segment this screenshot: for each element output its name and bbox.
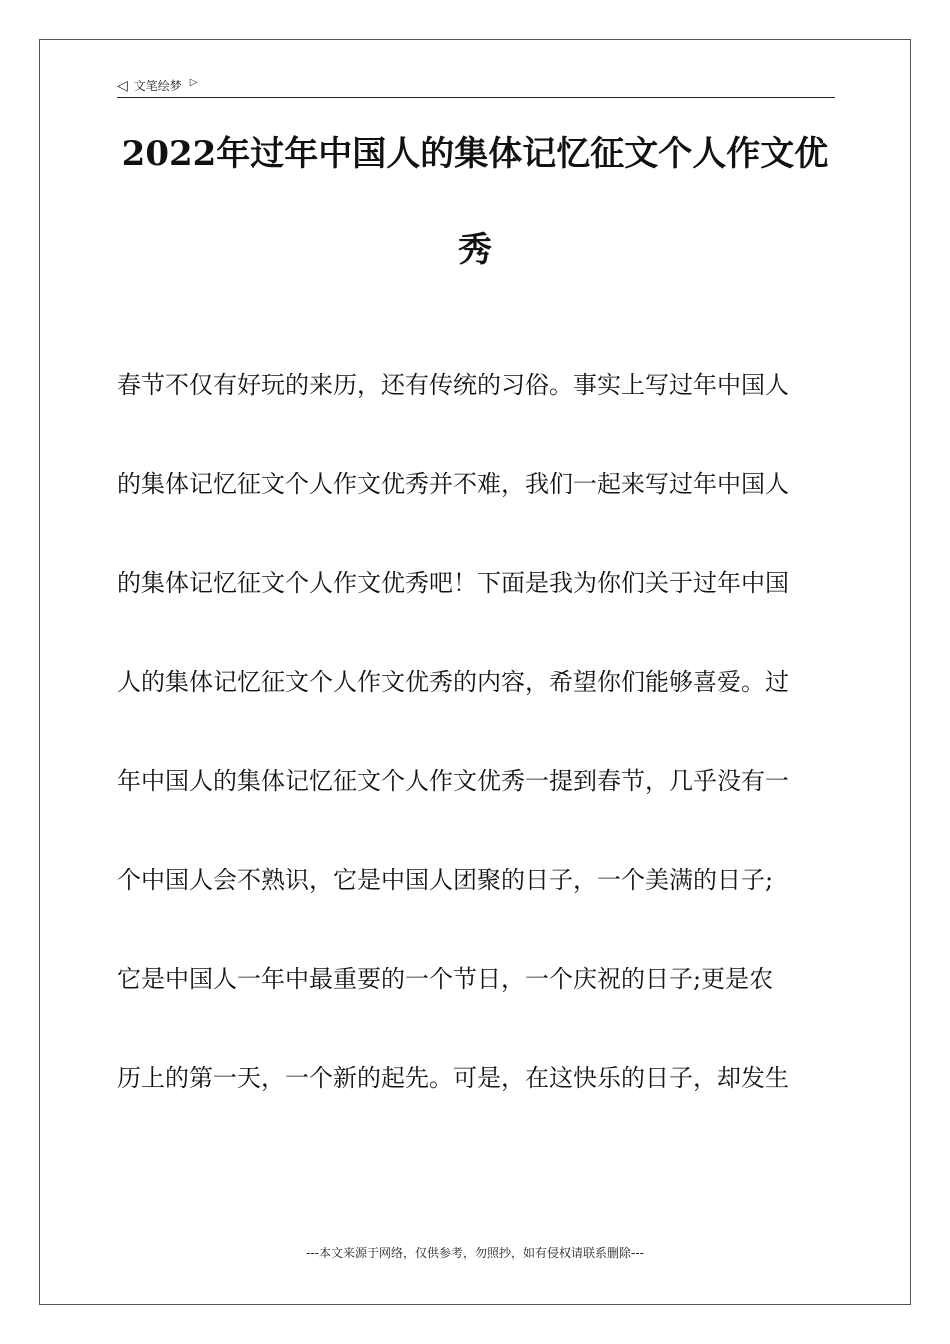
body-line-7: 它是中国人一年中最重要的一个节日，一个庆祝的日子;更是农 [117, 965, 774, 993]
document-title-line-1: 2022年过年中国人的集体记忆征文个人作文优 [121, 134, 829, 174]
body-line-4: 人的集体记忆征文个人作文优秀的内容，希望你们能够喜爱。过 [117, 668, 789, 696]
body-line-3: 的集体记忆征文个人作文优秀吧！下面是我为你们关于过年中国 [117, 569, 789, 597]
body-line-6: 个中国人会不熟识，它是中国人团聚的日子，一个美满的日子; [117, 866, 774, 894]
page-footer: ---本文来源于网络，仅供参考，勿照抄，如有侵权请联系删除--- [306, 1246, 644, 1260]
triangle-left-icon: ◁ [117, 77, 128, 94]
body-line-2: 的集体记忆征文个人作文优秀并不难，我们一起来写过年中国人 [117, 470, 789, 498]
triangle-right-icon: ▷ [189, 76, 198, 88]
body-line-5: 年中国人的集体记忆征文个人作文优秀一提到春节，几乎没有一 [117, 767, 789, 795]
header-label: 文笔绘梦 [133, 79, 182, 93]
document-title-line-2: 秀 [458, 230, 492, 270]
page-header [117, 74, 835, 98]
body-line-8: 历上的第一天，一个新的起先。可是，在这快乐的日子，却发生 [117, 1064, 789, 1092]
body-line-1: 春节不仅有好玩的来历，还有传统的习俗。事实上写过年中国人 [117, 371, 789, 399]
